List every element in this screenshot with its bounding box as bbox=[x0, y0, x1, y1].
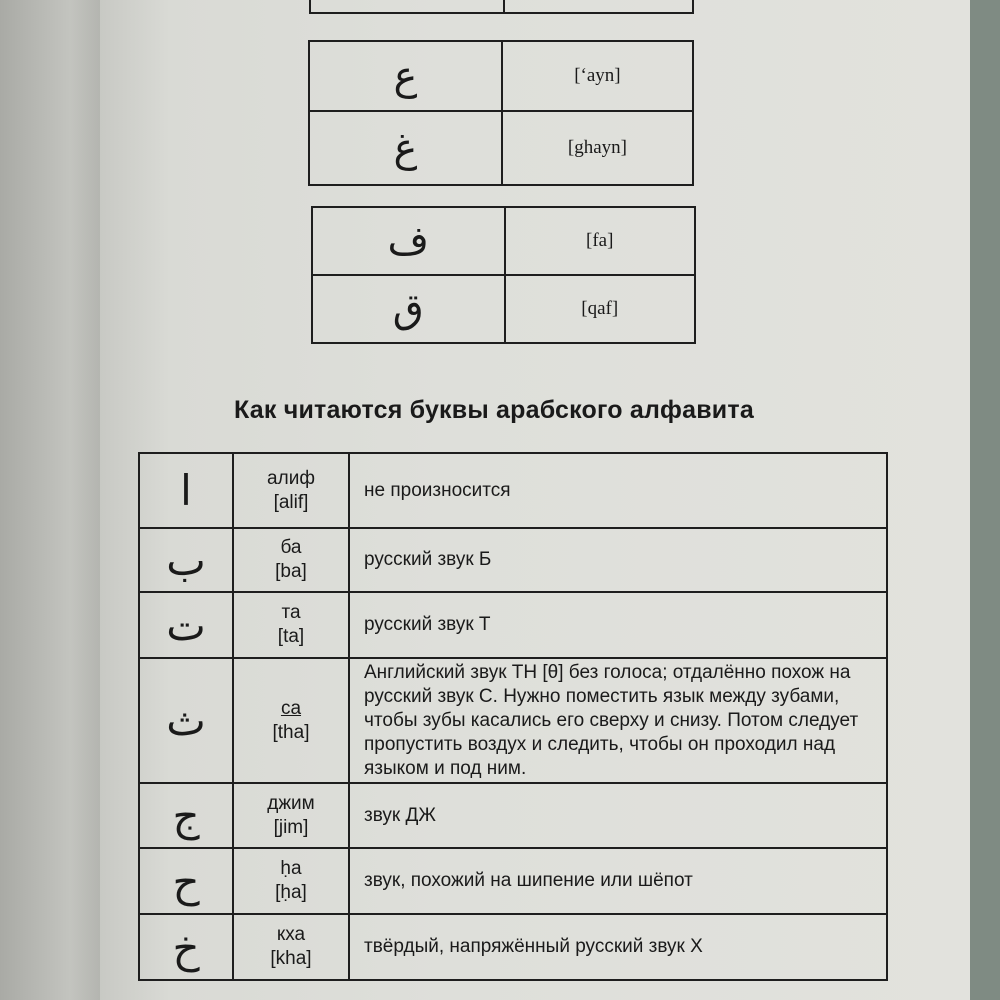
letter-name: алиф bbox=[267, 467, 315, 489]
letter-translit: [jim] bbox=[273, 816, 309, 838]
letter-name: джим bbox=[267, 792, 315, 814]
letter-name-cell bbox=[233, 914, 349, 980]
table-row bbox=[139, 848, 887, 914]
pronunciation: русский звук Б bbox=[349, 528, 887, 592]
arabic-letter: ج bbox=[139, 783, 233, 848]
table-row bbox=[139, 528, 887, 592]
letter-translit: [tha] bbox=[272, 721, 310, 743]
background-surface bbox=[970, 0, 1000, 1000]
table-row bbox=[139, 658, 887, 783]
arabic-letter: ث bbox=[139, 658, 233, 783]
left-page-edge bbox=[0, 0, 100, 1000]
pronunciation: твёрдый, напряжённый русский звук Х bbox=[349, 914, 887, 980]
letter-translit: [ḥa] bbox=[275, 882, 307, 903]
pronunciation: звук ДЖ bbox=[349, 783, 887, 848]
letter-name-cell bbox=[233, 848, 349, 914]
table-row bbox=[309, 41, 693, 111]
arabic-letter: ب bbox=[139, 528, 233, 592]
arabic-letter: ف bbox=[312, 207, 505, 275]
letter-translit: [ba] bbox=[275, 561, 307, 582]
letter-translit: [kha] bbox=[270, 948, 312, 969]
letter-name-cell bbox=[233, 453, 349, 528]
previous-table-fragment bbox=[309, 0, 694, 14]
arabic-letter: ا bbox=[139, 453, 233, 528]
arabic-letter: ع bbox=[309, 41, 502, 111]
pronunciation: не произносится bbox=[349, 453, 887, 528]
arabic-letter: ق bbox=[312, 275, 505, 343]
letter-name: ба bbox=[280, 537, 302, 558]
table-row bbox=[139, 453, 887, 528]
letter-translit: [ta] bbox=[277, 626, 305, 647]
letter-name-cell bbox=[233, 658, 349, 783]
alphabet-table bbox=[138, 452, 888, 981]
arabic-letter: غ bbox=[309, 111, 502, 185]
letter-translit: [alif] bbox=[273, 491, 309, 513]
letter-name: та bbox=[281, 602, 301, 623]
table-row bbox=[139, 592, 887, 658]
letter-name-cell bbox=[233, 528, 349, 592]
arabic-letter: خ bbox=[139, 914, 233, 980]
letter-name: кха bbox=[276, 924, 306, 945]
letters-table-ayn-ghayn bbox=[308, 40, 694, 186]
arabic-letter: ح bbox=[139, 848, 233, 914]
arabic-letter: ت bbox=[139, 592, 233, 658]
letters-table-fa-qaf bbox=[311, 206, 696, 344]
letter-name: са bbox=[280, 697, 302, 719]
table-row bbox=[312, 207, 695, 275]
section-title: Как читаются буквы арабского алфавита bbox=[234, 396, 754, 424]
pronunciation: звук, похожий на шипение или шёпот bbox=[349, 848, 887, 914]
table-row bbox=[312, 275, 695, 343]
transliteration: [qaf] bbox=[505, 275, 696, 343]
transliteration: [‘ayn] bbox=[502, 41, 693, 111]
table-row bbox=[309, 111, 693, 185]
letter-name: ḥа bbox=[280, 858, 302, 879]
pronunciation: русский звук Т bbox=[349, 592, 887, 658]
letter-name-cell bbox=[233, 592, 349, 658]
table-row bbox=[139, 783, 887, 848]
transliteration: [ghayn] bbox=[502, 111, 693, 185]
letter-name-cell bbox=[233, 783, 349, 848]
transliteration: [fa] bbox=[505, 207, 696, 275]
pronunciation: Английский звук TH [θ] без голоса; отдалённо похож на русский звук С. Нужно поместить язык между зубами, чтобы зубы касались его сверху и снизу. Потом следует пропустить воздух и следить, чтобы он проходил над языком и под ним. bbox=[349, 658, 887, 783]
table-row bbox=[139, 914, 887, 980]
